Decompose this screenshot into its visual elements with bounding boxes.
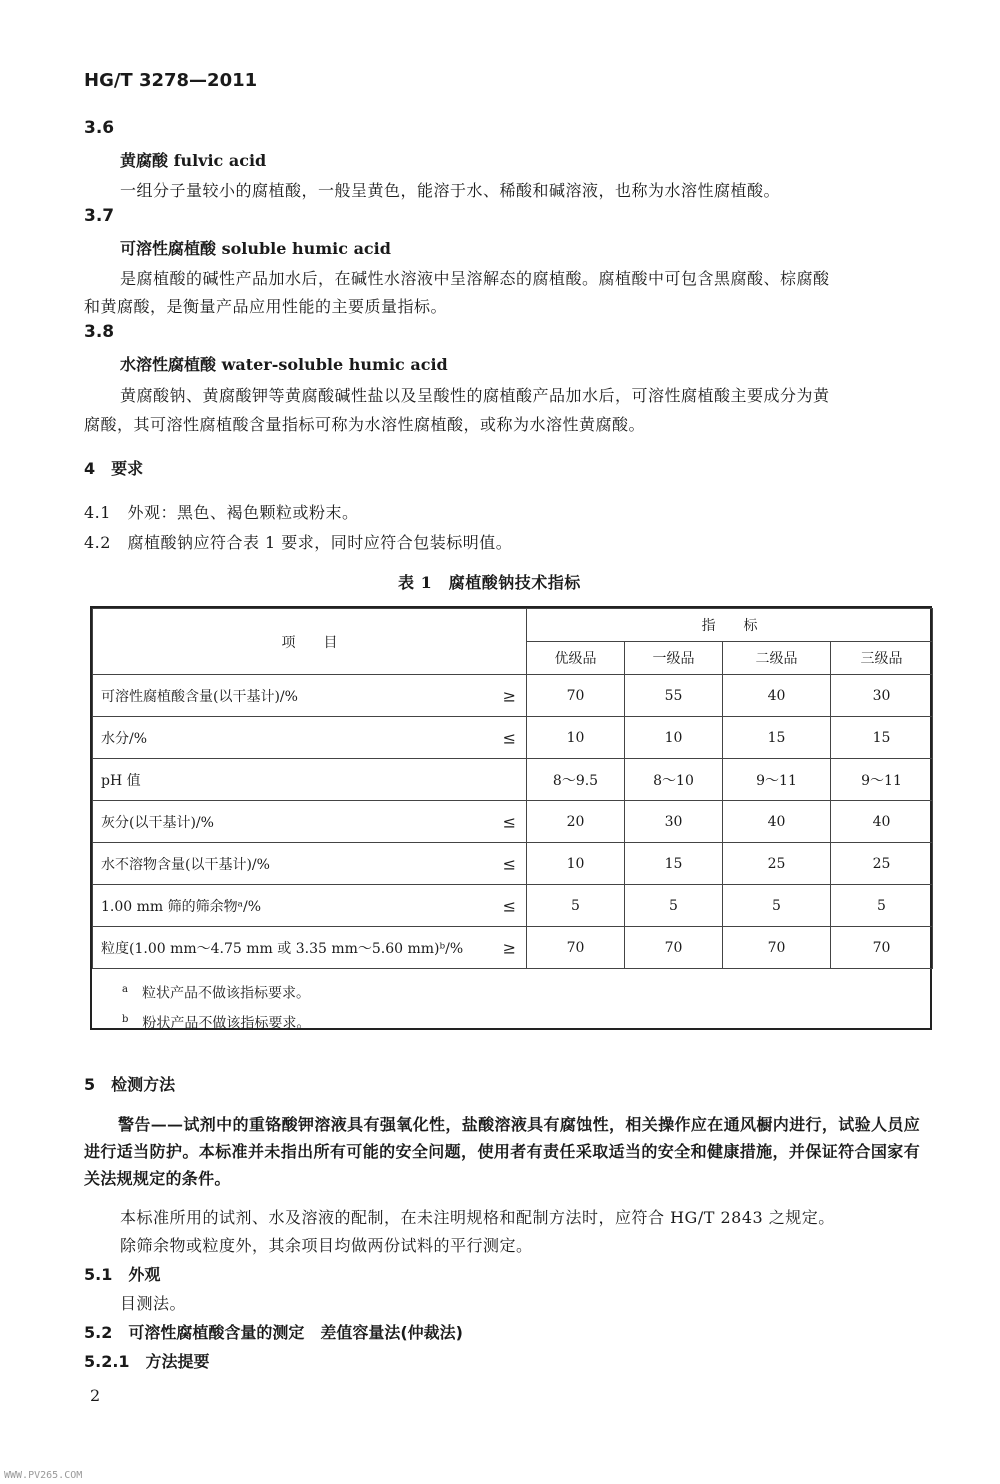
table-row [93, 675, 933, 717]
comparison-operator: ≥ [502, 686, 516, 705]
row-value: 25 [723, 843, 831, 885]
row-value: 5 [723, 885, 831, 927]
row-value: 30 [625, 801, 723, 843]
table-note [122, 1007, 930, 1037]
table-row [93, 717, 933, 759]
note-mark: a [122, 984, 128, 995]
row-value: 5 [527, 885, 625, 927]
grade-header: 优级品 [527, 642, 625, 675]
row-item [93, 759, 527, 801]
row-item-label: pH 值 [101, 772, 141, 789]
comparison-operator: ≤ [502, 896, 516, 915]
clause-5-1-heading: 5.1 外观 [84, 1265, 161, 1284]
row-item-label: 灰分(以干基计)/% [101, 814, 214, 831]
clause-4-1: 4.1 外观：黑色、褐色颗粒或粉末。 [84, 503, 359, 522]
row-item [93, 675, 527, 717]
row-item-label: 1.00 mm 筛的筛余物ᵃ/% [101, 898, 262, 915]
row-item [93, 885, 527, 927]
row-item [93, 927, 527, 969]
clause-5-1-text: 目测法。 [120, 1294, 187, 1313]
row-value: 9～11 [831, 759, 933, 801]
clause-4-2: 4.2 腐植酸钠应符合表 1 要求，同时应符合包装标明值。 [84, 533, 513, 552]
row-value: 20 [527, 801, 625, 843]
row-value: 40 [831, 801, 933, 843]
clause-3-7-term: 可溶性腐植酸 soluble humic acid [120, 239, 391, 258]
row-value: 30 [831, 675, 933, 717]
clause-3-6-text: 一组分子量较小的腐植酸，一般呈黄色，能溶于水、稀酸和碱溶液，也称为水溶性腐植酸。 [120, 181, 781, 200]
clause-5-2-1-heading: 5.2.1 方法提要 [84, 1352, 210, 1371]
table-row [93, 801, 933, 843]
row-value: 9～11 [723, 759, 831, 801]
row-value: 70 [625, 927, 723, 969]
row-value: 15 [831, 717, 933, 759]
row-value: 40 [723, 801, 831, 843]
table-row [93, 759, 933, 801]
clause-5-2-heading: 5.2 可溶性腐植酸含量的测定 差值容量法(仲裁法) [84, 1323, 463, 1342]
row-item [93, 843, 527, 885]
row-value: 15 [625, 843, 723, 885]
row-value: 70 [527, 927, 625, 969]
row-value: 8～10 [625, 759, 723, 801]
watermark: WWW.PV265.COM [4, 1470, 83, 1481]
clause-3-8-text-line2: 腐酸，其可溶性腐植酸含量指标可称为水溶性腐植酸，或称为水溶性黄腐酸。 [84, 415, 646, 434]
row-value: 70 [527, 675, 625, 717]
row-item [93, 801, 527, 843]
row-item-label: 粒度(1.00 mm～4.75 mm 或 3.35 mm～5.60 mm)ᵇ/% [101, 940, 464, 957]
row-value: 8～9.5 [527, 759, 625, 801]
clause-3-6-term: 黄腐酸 fulvic acid [120, 151, 267, 170]
clause-3-8-number: 3.8 [84, 322, 115, 342]
row-item [93, 717, 527, 759]
clause-3-8-text-line1: 黄腐酸钠、黄腐酸钾等黄腐酸碱性盐以及呈酸性的腐植酸产品加水后，可溶性腐植酸主要成分为黄 [120, 386, 830, 405]
note-mark: b [122, 1013, 129, 1025]
row-value: 70 [831, 927, 933, 969]
table-row [93, 927, 933, 969]
row-value: 25 [831, 843, 933, 885]
row-value: 10 [527, 717, 625, 759]
parallel-test-paragraph: 除筛余物或粒度外，其余项目均做两份试料的平行测定。 [120, 1236, 533, 1255]
clause-3-6-number: 3.6 [84, 118, 115, 138]
table-row [93, 843, 933, 885]
clause-3-8-term: 水溶性腐植酸 water-soluble humic acid [120, 355, 448, 374]
row-value: 10 [625, 717, 723, 759]
grade-header: 二级品 [723, 642, 831, 675]
section-5-heading: 5 检测方法 [84, 1075, 176, 1094]
table-header-item: 项 目 [93, 609, 527, 675]
row-value: 5 [625, 885, 723, 927]
comparison-operator: ≥ [502, 938, 516, 957]
reagent-paragraph: 本标准所用的试剂、水及溶液的配制，在未注明规格和配制方法时，应符合 HG/T 2843 之规定。 [120, 1208, 835, 1227]
row-value: 15 [723, 717, 831, 759]
table-caption: 表 1 腐植酸钠技术指标 [398, 573, 581, 592]
comparison-operator: ≤ [502, 728, 516, 747]
clause-3-7-text-line1: 是腐植酸的碱性产品加水后，在碱性水溶液中呈溶解态的腐植酸。腐植酸中可包含黑腐酸、棕腐酸 [120, 269, 830, 288]
table-header-index: 指 标 [527, 609, 933, 642]
row-value: 55 [625, 675, 723, 717]
page-number: 2 [90, 1386, 101, 1405]
row-value: 10 [527, 843, 625, 885]
clause-3-7-text-line2: 和黄腐酸，是衡量产品应用性能的主要质量指标。 [84, 297, 448, 316]
section-4-heading: 4 要求 [84, 459, 144, 478]
row-value: 70 [723, 927, 831, 969]
comparison-operator: ≤ [502, 854, 516, 873]
spec-table [90, 606, 932, 1030]
table-note [122, 977, 930, 1007]
grade-header: 三级品 [831, 642, 933, 675]
row-value: 40 [723, 675, 831, 717]
grade-header: 一级品 [625, 642, 723, 675]
clause-3-7-number: 3.7 [84, 206, 115, 226]
note-text: 粉状产品不做该指标要求。 [142, 1015, 311, 1032]
row-item-label: 水分/% [101, 730, 148, 747]
note-text: 粒状产品不做该指标要求。 [141, 985, 310, 1002]
table-row [93, 885, 933, 927]
row-item-label: 水不溶物含量(以干基计)/% [101, 856, 270, 873]
comparison-operator: ≤ [502, 812, 516, 831]
row-value: 5 [831, 885, 933, 927]
table-notes [92, 969, 930, 1036]
standard-code: HG/T 3278—2011 [84, 70, 258, 91]
warning-paragraph: 警告——试剂中的重铬酸钾溶液具有强氧化性，盐酸溶液具有腐蚀性，相关操作应在通风橱内进行，试验人员应进行适当防护。本标准并未指出所有可能的安全问题，使用者有责任采取适当的安全和健康措施，并保证符合国家有关法规规定的条件。 [84, 1115, 920, 1188]
row-item-label: 可溶性腐植酸含量(以干基计)/% [101, 688, 298, 705]
